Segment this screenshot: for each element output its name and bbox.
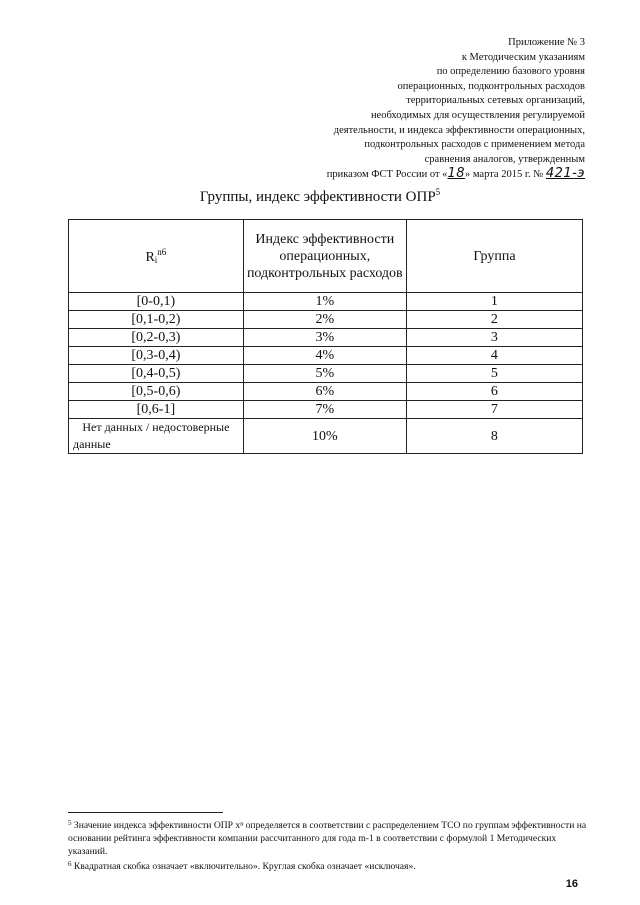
- table-row: [69, 365, 583, 383]
- footnote-ref: 5: [68, 819, 72, 827]
- cell-range: [0,4-0,5): [69, 365, 244, 383]
- appendix-line: Приложение № 3: [508, 37, 585, 48]
- cell-group: 3: [406, 329, 582, 347]
- appendix-line: к Методическим указаниям: [461, 51, 585, 63]
- table-row: [69, 329, 583, 347]
- page-number: 16: [565, 878, 578, 890]
- cell-group: 7: [406, 401, 582, 419]
- cell-index: 3%: [243, 329, 406, 347]
- table-row: [69, 383, 583, 401]
- footnote: [68, 817, 593, 858]
- order-prefix: приказом ФСТ России от «: [326, 169, 448, 181]
- footnote-ref: 6: [68, 860, 72, 868]
- appendix-header: [245, 36, 585, 183]
- cell-group: 8: [406, 419, 582, 454]
- cell-range: [0,5-0,6): [69, 383, 244, 401]
- rating-superscript: n6: [157, 246, 167, 257]
- order-number-handwritten: 421-э: [545, 166, 585, 182]
- cell-group: 2: [406, 311, 582, 329]
- cell-index: 6%: [243, 383, 406, 401]
- appendix-line: деятельности, и индекса эффективности операционных,: [333, 124, 585, 136]
- rating-symbol: R: [145, 249, 155, 265]
- order-line: [245, 167, 585, 183]
- table-row: [69, 419, 583, 454]
- cell-group: 4: [406, 347, 582, 365]
- table-row: [69, 347, 583, 365]
- cell-group: 1: [406, 293, 582, 311]
- cell-group: 6: [406, 383, 582, 401]
- appendix-line: территориальных сетевых организаций,: [406, 95, 585, 107]
- efficiency-groups-table: [68, 219, 583, 454]
- table-row: [69, 293, 583, 311]
- footnote-text: Квадратная скобка означает «включительно». Круглая скобка означает «исключая».: [73, 861, 416, 872]
- title-footnote-ref: 5: [435, 187, 441, 197]
- cell-index: 5%: [243, 365, 406, 383]
- cell-range: [0,1-0,2): [69, 311, 244, 329]
- footnote-text: Значение индекса эффективности ОПР xⁿ определяется в соответствии с распределением ТСО по группам эффективности на основании рейтинга эффективности компании рассчитанного для года m-1 в соответствии с формулой 1 Методических указаний.: [68, 820, 587, 857]
- cell-index: 7%: [243, 401, 406, 419]
- footnotes: [68, 817, 593, 873]
- page-title: [0, 187, 640, 206]
- cell-range: [0,6-1]: [69, 401, 244, 419]
- order-day-handwritten: 18: [447, 166, 465, 182]
- cell-group: 5: [406, 365, 582, 383]
- table-row: [69, 401, 583, 419]
- cell-range-nodata: Нет данных / недостоверные данные: [69, 419, 244, 454]
- cell-index: 10%: [243, 419, 406, 454]
- appendix-line: операционных, подконтрольных расходов: [397, 80, 585, 92]
- rating-subscript: i: [154, 254, 158, 265]
- appendix-line: сравнения аналогов, утвержденным: [424, 153, 585, 165]
- table-row: [69, 311, 583, 329]
- appendix-line: необходимых для осуществления регулируемой: [370, 109, 585, 121]
- footnote: [68, 858, 593, 873]
- title-text: Группы, индекс эффективности ОПР: [199, 189, 436, 205]
- footnote-divider: [68, 812, 223, 813]
- cell-index: 4%: [243, 347, 406, 365]
- header-index: Индекс эффективности операционных, подконтрольных расходов: [243, 220, 406, 293]
- appendix-line: по определению базового уровня: [436, 66, 585, 78]
- cell-index: 2%: [243, 311, 406, 329]
- cell-range: [0,2-0,3): [69, 329, 244, 347]
- header-group: Группа: [406, 220, 582, 293]
- cell-range: [0,3-0,4): [69, 347, 244, 365]
- cell-index: 1%: [243, 293, 406, 311]
- header-rating: [69, 220, 244, 293]
- cell-range: [0-0,1): [69, 293, 244, 311]
- order-mid: » марта 2015 г. №: [464, 169, 544, 181]
- appendix-line: подконтрольных расходов с применением метода: [364, 139, 585, 151]
- table-header-row: [69, 220, 583, 293]
